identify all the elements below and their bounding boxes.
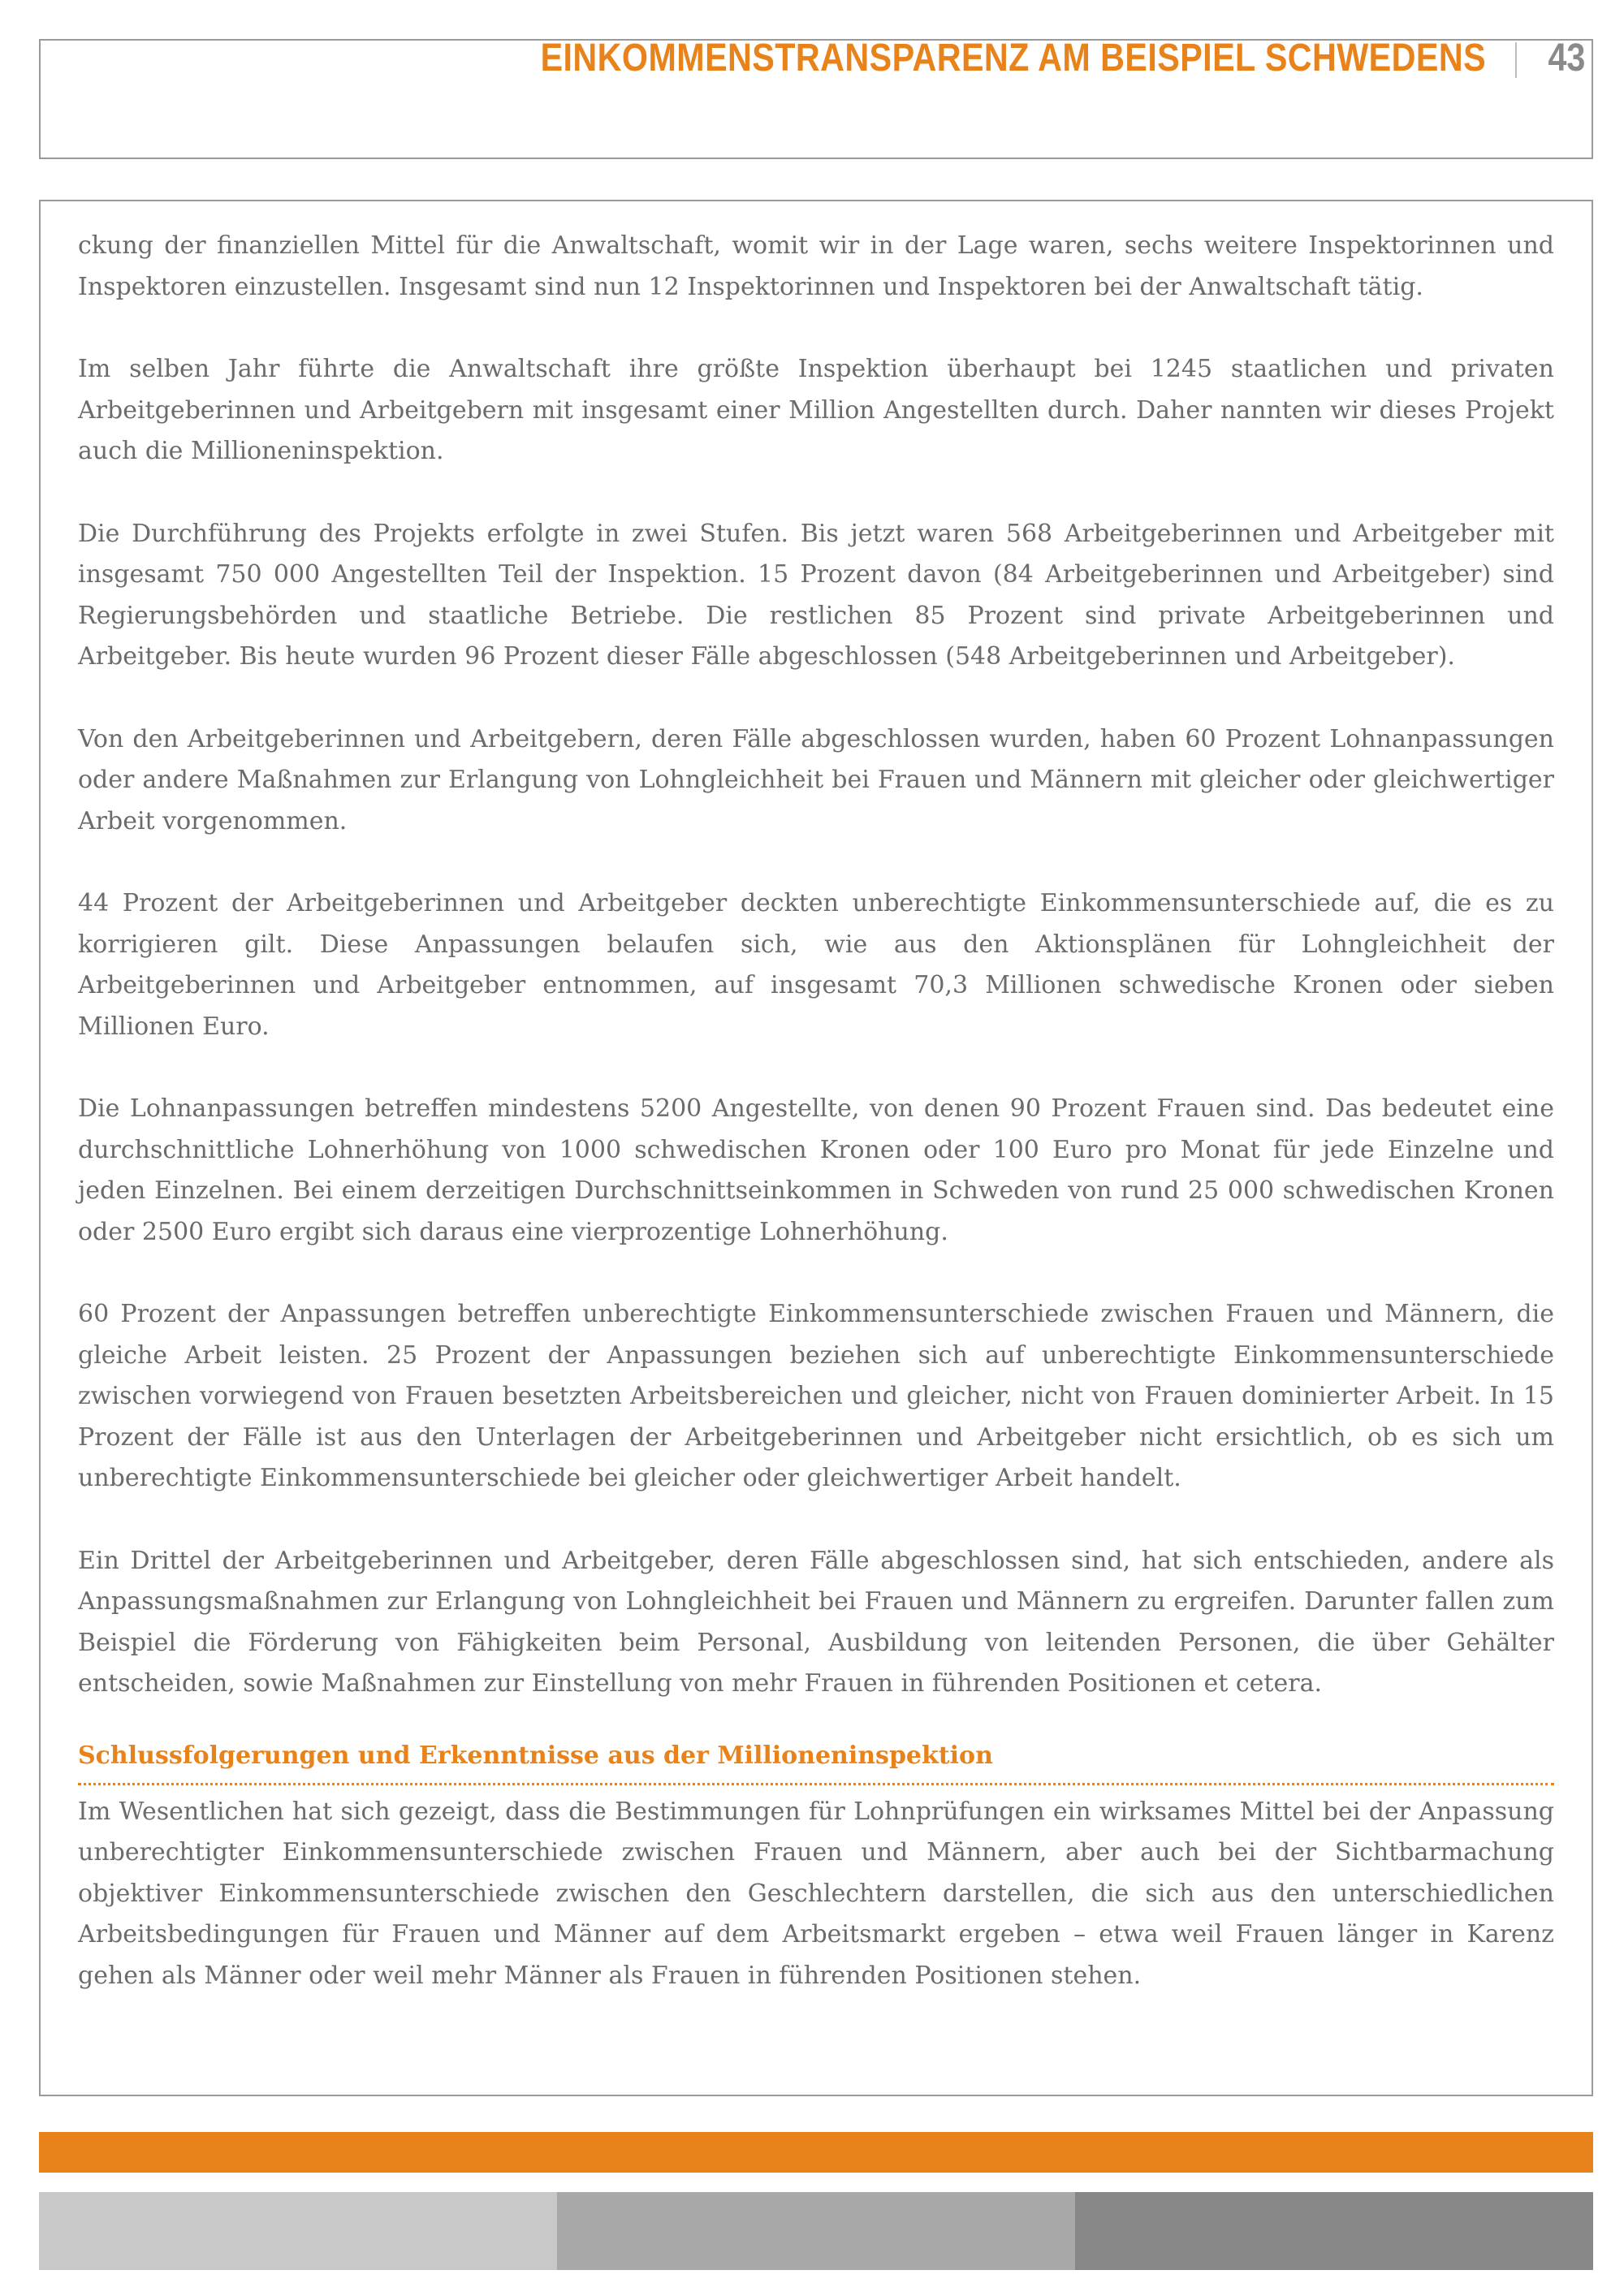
paragraph: ckung der finanziellen Mittel für die Anwaltschaft, womit wir in der Lage waren, sechs weitere Inspektorinnen und Inspektoren einzustellen. Insgesamt sind nun 12 Inspektorinnen und Inspektoren bei der Anwaltschaft tätig. <box>78 231 1554 301</box>
section-heading: Schlussfolgerungen und Erkenntnisse aus der Millioneninspektion <box>78 1741 993 1770</box>
paragraph: Die Lohnanpassungen betreffen mindestens 5200 Angestellte, von denen 90 Prozent Frauen sind. Das bedeutet eine durchschnittliche Lohnerhöhung von 1000 schwedischen Kronen oder 100 Euro pro Monat für jede Einzelne und jeden Einzelnen. Bei einem derzeitigen Durchschnittseinkommen in Schweden von rund 25 000 schwedischen Kronen oder 2500 Euro ergibt sich daraus eine vierprozentige Lohnerhöhung. <box>78 1094 1554 1246</box>
paragraph: Ein Drittel der Arbeitgeberinnen und Arbeitgeber, deren Fälle abgeschlossen sind, hat sich entschieden, andere als Anpassungsmaßnahmen zur Erlangung von Lohngleichheit bei Frauen und Männern zu ergreifen. Darunter fallen zum Beispiel die Förderung von Fähigkeiten beim Personal, Ausbildung von leitenden Personen, die über Gehälter entscheiden, sowie Maßnahmen zur Einstellung von mehr Frauen in führenden Positionen et cetera. <box>78 1546 1554 1698</box>
paragraph: Die Durchführung des Projekts erfolgte in zwei Stufen. Bis jetzt waren 568 Arbeitgeberinnen und Arbeitgeber mit insgesamt 750 000 Angestellten Teil der Inspektion. 15 Prozent davon (84 Arbeitgeberinnen und Arbeitgeber) sind Regierungsbehörden und staatliche Betriebe. Die restlichen 85 Prozent sind private Arbeitgeberinnen und Arbeitgeber. Bis heute wurden 96 Prozent dieser Fälle abgeschlossen (548 Arbeitgeberinnen und Arbeitgeber). <box>78 519 1554 671</box>
header-divider <box>1515 42 1517 78</box>
dotted-divider <box>78 1783 1554 1785</box>
footer-gray-block-dark <box>1075 2192 1593 2270</box>
paragraph: 60 Prozent der Anpassungen betreffen unberechtigte Einkommensunterschiede zwischen Frauen und Männern, die gleiche Arbeit leisten. 25 Prozent der Anpassungen beziehen sich auf unberechtigte Einkommensunterschiede zwischen vorwiegend von Frauen besetzten Arbeitsbereichen und gleicher, nicht von Frauen dominierter Arbeit. In 15 Prozent der Fälle ist aus den Unterlagen der Arbeitgeberinnen und Arbeitgeber nicht ersichtlich, ob es sich um unberechtigte Einkommensunterschiede bei gleicher oder gleichwertiger Arbeit handelt. <box>78 1300 1554 1492</box>
running-header-title: EINKOMMENSTRANSPARENZ AM BEISPIEL SCHWEDENS <box>540 37 1486 80</box>
paragraph: Im selben Jahr führte die Anwaltschaft ihre größte Inspektion überhaupt bei 1245 staatlichen und privaten Arbeitgeberinnen und Arbeitgebern mit insgesamt einer Million Angestellten durch. Daher nannten wir dieses Projekt auch die Millioneninspektion. <box>78 355 1554 465</box>
paragraph: Von den Arbeitgeberinnen und Arbeitgebern, deren Fälle abgeschlossen wurden, haben 60 Prozent Lohnanpassungen oder andere Maßnahmen zur Erlangung von Lohngleichheit bei Frauen und Männern mit gleicher oder gleichwertiger Arbeit vorgenommen. <box>78 724 1554 835</box>
section-paragraph: Im Wesentlichen hat sich gezeigt, dass die Bestimmungen für Lohnprüfungen ein wirksames Mittel bei der Anpassung unberechtigter Einkommensunterschiede zwischen Frauen und Männern, aber auch bei der Sichtbarmachung objektiver Einkommensunterschiede zwischen den Geschlechtern darstellen, die sich aus den unterschiedlichen Arbeitsbedingungen für Frauen und Männer auf dem Arbeitsmarkt ergeben – etwa weil Frauen länger in Karenz gehen als Männer oder weil mehr Männer als Frauen in führenden Positionen stehen. <box>78 1797 1554 1990</box>
footer-gray-block-mid <box>557 2192 1075 2270</box>
footer-orange-bar <box>39 2132 1593 2173</box>
footer-gray-block-light <box>39 2192 557 2270</box>
paragraph: 44 Prozent der Arbeitgeberinnen und Arbeitgeber deckten unberechtigte Einkommensunterschiede auf, die es zu korrigieren gilt. Diese Anpassungen belaufen sich, wie aus den Aktionsplänen für Lohngleichheit der Arbeitgeberinnen und Arbeitgeber entnommen, auf insgesamt 70,3 Millionen schwedische Kronen oder sieben Millionen Euro. <box>78 889 1554 1041</box>
page-number: 43 <box>1548 37 1585 80</box>
body-text <box>78 226 1554 1996</box>
